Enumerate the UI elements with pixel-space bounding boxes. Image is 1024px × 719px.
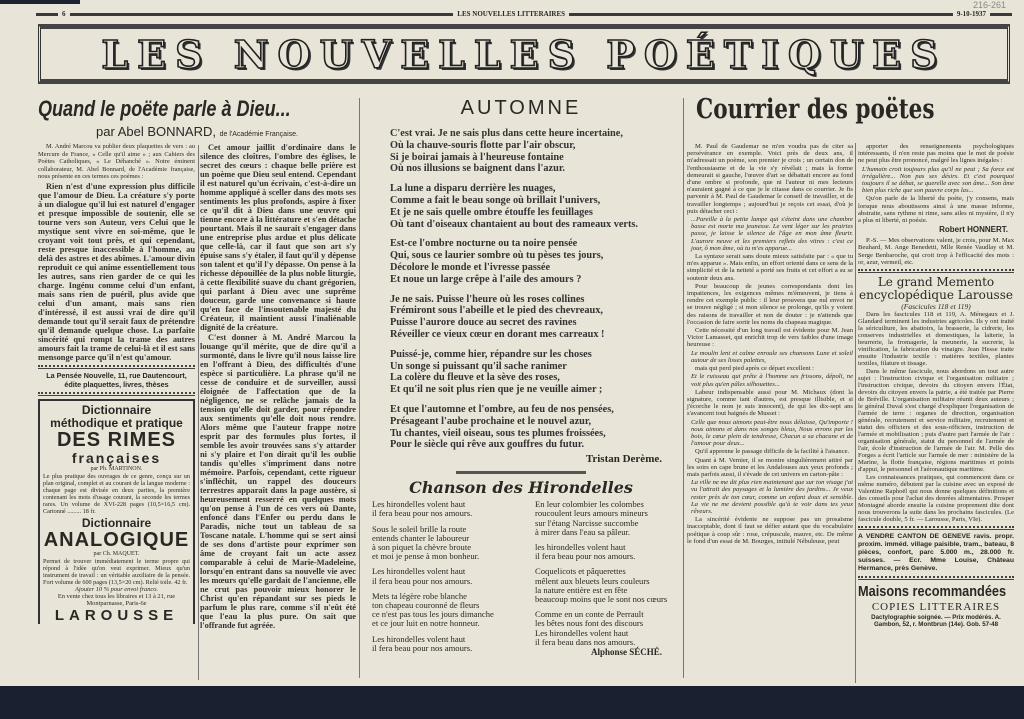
courrier-paragraph: La syntaxe serait sans doute mieux satisfaite par : « que tu m'es apparue ». Mais enfin, un effort orienté dans ce sens de la simplicité et de la netteté a porté ses fruits et cet effort a su se soutenir deux ans. — [687, 253, 853, 282]
column-rule — [683, 98, 684, 678]
chanson-left — [372, 500, 517, 658]
divider — [456, 471, 586, 474]
ad-text: Permet de trouver immédiatement le terme propre qui répond à l'idée qu'on veut exprimer. Mieux qu'un instrument de travail : un véritable auxiliaire de la pensée. Fort volume de 600 pages (13,5×20 cm). Relié toile. 42 fr. — [43, 558, 190, 587]
courrier-column-2 — [858, 143, 1014, 628]
courrier-signature: Robert HONNERT. — [939, 225, 1008, 235]
page-number: 6 — [62, 10, 66, 18]
article-column-1-body — [38, 143, 195, 624]
scan-background — [0, 686, 1024, 719]
ad-text: Le plus pratique des ouvrages de ce genre, conçu sur un plan original, complet et au courant de la langue moderne : chaque page est divisée en deux parties, la première contenant les mots d'usage courant, la seconde les termes rares. Un volume de XVI-228 pages (10,5×16,5 cm). Cartonné ......... 18 fr. — [43, 473, 190, 516]
courrier-paragraph: Qu'on parle de la liberté du poète, j'y consens, mais lorsque nous aboutissons ainsi à une masse informe, abstraite, sans rythme ni rime, sans ailes ni mystère, il n'y a plus ni liberté, ni poésie. — [858, 195, 1014, 225]
poem-stanza: Puissé-je, comme hier, répandre sur les choses Un songe si puissant qu'il sache ranimer La colère du fleuve et la sève des roses, Et qu'il ne soit plus rien que je ne veuille aimer ; — [390, 348, 603, 396]
larousse-advertisement — [38, 399, 195, 624]
divider — [858, 526, 1014, 530]
handwritten-note: 216-261 — [972, 0, 1006, 10]
courrier-paragraph: L'humain croit toujours plus qu'il ne peut ; Sa force est irrégulière... Non pas ses désirs. Et c'est pourquoi toujours il se débat, se querelle avec son âme... Son âme bien plus riche que son pauvre corps las... — [862, 165, 1014, 195]
memento-title: encyclopédique Larousse — [859, 288, 1013, 303]
chanson-stanza: Les hirondelles volent haut il fera beau pour nos amours. — [372, 499, 473, 519]
issue-date: 9-10-1937 — [956, 10, 986, 18]
divider — [858, 576, 1014, 580]
divider — [38, 392, 195, 396]
poem-column — [362, 96, 680, 658]
publisher-notice: La Pensée Nouvelle, 11, rue Dautencourt, édite plaquettes, livres, thèses — [46, 370, 187, 389]
courrier-title: Courrier des poëtes — [696, 94, 935, 125]
courrier-paragraph: Cette nécessité d'un long travail est évidente pour M. Jean Victor Lamasset, qui enrichit trop de vers faibles d'une image heureuse : — [687, 327, 853, 349]
article-column-1 — [38, 96, 291, 122]
poem-title: AUTOMNE — [460, 97, 582, 119]
courrier-paragraph: Le moulin lent et calme enroule ses chansons Lune et soleil autour de ses lisses palettes, — [691, 349, 853, 364]
divider — [38, 365, 195, 369]
masthead-line — [36, 9, 1012, 19]
maisons-title: Maisons recommandées — [858, 583, 1007, 601]
poem-stanza: La lune a disparu derrière les nuages, Comme a fait le beau songe où brillait l'univers, Et je ne sais quelle ombre étouffe les feuillages Où tant d'oiseaux chantaient au bout des rameaux verts. — [390, 183, 638, 230]
poem-stanza: C'est vrai. Je ne sais plus dans cette heure incertaine, Où la chauve-souris flotte par l'air obscur, Si je boirai jamais à l'heureuse fontaine Où nos illusions se baignent dans l'azur. — [390, 128, 623, 175]
chanson-author: Alphonse SÉCHÉ. — [590, 646, 662, 657]
memento-subtitle: (Fascicules 118 et 119) — [901, 302, 971, 312]
article-column-2 — [200, 143, 356, 631]
byline-wrap — [38, 122, 356, 143]
courrier-postscript: P.-S. — Mes observations valent, je crois, pour M. Max Beuhard, M. Ange Benedetti, Mlle Renée Vaudlay et M. Serge Benbaroche, qui croit trop à l'efficacité des mots : or, azur, vermeil, etc. — [858, 237, 1014, 266]
courrier-paragraph: Qu'il apprenne le passage difficile de la facilité à l'aisance. — [695, 448, 850, 456]
rule — [70, 13, 454, 16]
chanson-stanza: Comme en un conte de Perrault les bêtes nous font des discours Les hirondelles volent haut il fera beau dans nos amours. — [535, 609, 644, 647]
courrier-paragraph: La sincérité évidente ne suppose pas un prosaïsme inacceptable, dont il faut se défier autant que du vocabulaire poétique à coup sûr : rose, crépuscule, mauve, etc. De même le fond d'un essai de M. Bourges, intitulé Nébuleuse, peut — [687, 516, 853, 545]
courrier-paragraph: mais qui perd pied après ce départ excellent : — [695, 365, 815, 373]
chanson-stanza: Coquelicots et pâquerettes mêlent aux bleuets leurs couleurs la nature entière est en fête beaucoup moins que le sont nos cœurs — [535, 566, 668, 604]
chanson-stanza: Mets ta légère robe blanche ton chapeau couronné de fleurs ce n'est pas tous les jours dimanche et ce jour luit en notre honneur. — [372, 590, 494, 629]
chanson-body — [362, 500, 680, 658]
courrier-paragraph: ...Pareille à la petite lampe qui s'éteint dans une chambre basse est morte ma jeunesse. Le vent léger sur les prairies passe, je laisse le silence de l'âge en mon âme fleurir. L'aurore neuve et les premiers reflets des vitres : c'est ce jour, ô mon âme, où tu m'es apparue... — [691, 216, 853, 252]
maisons-details: Dactylographie soignée. — Prix modérés. A. Gambon, 52, r. Montbrun (14e). Gob. 57-48 — [871, 614, 1001, 629]
chanson-stanza: Les hirondelles volent haut il fera beau pour nos amours. — [372, 633, 473, 653]
article-paragraph: Cet amour jaillit d'ordinaire dans le silence des cloîtres, l'ombre des églises, le secret des cœurs : chaque belle prière est un poème que Dieu seul entend. Cependant il est naturel qu'un écrivain, c'est-à-dire un homme appliqué à sceller dans des mots ses sentiments les plus profonds, aspire à fixer ce qu'il dit à Dieu dans une œuvre qui tienne encore à la littérature et s'en détache pourtant. Mais il ne saurait s'engager dans une entreprise plus ardue et plus délicate que celle-là, car il faut que son art s'y épuise sans s'y étaler, il faut qu'il y dépense son talent et qu'il l'y dépasse. On pense à la richesse dépouillée de la plus noble liturgie, à cette flexibilité suave du chant grégorien, qui parlant à Dieu avec une suprême douceur, garde une convenance si haute qu'en face de l'insoutenable majesté du Créateur, il maintient aussi l'inaliénable dignité de la créature. — [200, 143, 356, 332]
scan-edge — [0, 0, 80, 4]
ad-heading: françaises — [71, 450, 162, 467]
article-paragraph: Rien n'est d'une expression plus difficile que l'amour de Dieu. La créature s'y porte à un dialogue qu'il lui est naturel d'engager et presque impossible de soutenir, elle se tourne vers son Auteur, vers Celui que le mystique sent vivre en soi-même, que le croyant voit tout près, et qui cependant, reste presque inaccessible à l'homme, au delà des astres et des abîmes. L'amour divin reproduit ce qui anime essentiellement tous les autres, sans rien garder de ce qui les charge. Ingénu comme celui d'un enfant, mais sans rien de puéril, plus avide que celui d'un amant, mais sans rien d'intéressé, il est aussi vrai de dire qu'il demande tout qu'il serait faux de prétendre qu'il demande quelque chose. La parfaite sincérité qui rompt la trame des autres amours fait la trame de celui-là et il est sans mensonge parce qu'il n'est qu'amour. — [38, 181, 195, 362]
rule — [36, 13, 58, 16]
paper-name: LES NOUVELLES LITTERAIRES — [457, 10, 566, 18]
chanson-right — [535, 500, 680, 658]
ad-author: par Ch. MAQUET. — [93, 551, 140, 558]
courrier-paragraph: Celle que nous aimons peut-être nous délaisse, Qu'importe ! nous aimons et dans nos songes bleus, Nous errons par les bois, le cœur plein de tendresse, Chacun a sa chacune et de l'amour pour deux... — [691, 418, 853, 448]
ad-heading: méthodique et pratique — [50, 416, 183, 431]
courrier-paragraph: Quant à M. Vernier, il se montre singulièrement attiré par les soirs en cape brune et les Andalouses aux yeux profonds ; mais parfois aussi, il s'évade de cet univers en carton-pâte : — [687, 456, 853, 478]
banner-title: LES NOUVELLES POÉTIQUES — [101, 31, 947, 77]
larousse-logo: LAROUSSE — [54, 607, 179, 625]
poem-author: Tristan Derème. — [585, 453, 662, 466]
ad-author: par Ph. MARTINON. — [90, 466, 143, 473]
section-banner — [38, 24, 1010, 84]
article-title: Quand le poëte parle à Dieu... — [38, 96, 291, 121]
author-affiliation: de l'Académie Française. — [219, 131, 298, 138]
poem-stanza: Est-ce l'ombre nocturne ou ta noire pensée Qui, sous ce laurier sombre où tu pèses tes jours, Décolore le monde et l'ivresse passée Et noue un large crêpe à l'aile des amours ? — [390, 238, 604, 285]
memento-title: Le grand Memento — [877, 275, 995, 290]
author: par Abel BONNARD, — [96, 124, 216, 139]
memento-paragraph: Dans le même fascicule, nous abordons un tout autre sujet : l'instruction civique et l'organisation militaire ; l'instruction civique, devoirs du citoyen envers l'État, devoirs du citoyen envers la patrie, a été traitée par Pierre de Bréville. L'organisation militaire réunit deux auteurs ; le général Duval s'est chargé d'expliquer l'organisation de l'armée de terre : organes de direction, organisation générale, recrutement et service militaire, recrutement et statut des officiers et des sous-officiers, instruction de l'armée et mobilisation ; puis d'autre part l'armée de l'air : organisation générale, statut du personnel de l'armée de l'air, école d'instruction de l'armée de l'air. M. Pelle des Forges a écrit l'article sur l'armée de mer : ministère de la Marine, la flotte française, régions maritimes et points d'appui, le personnel et l'aéronautique maritime. — [858, 368, 1014, 474]
chanson-stanza: Les hirondelles volent haut il fera beau pour nos amours. — [372, 566, 473, 586]
ad-heading: Dictionnaire — [81, 403, 152, 418]
article-lead: M. André Marcou va publier deux plaquettes de vers : au Mercure de France, « Celle qu'il aime » ; aux Cahiers des Poètes Catholiques, « Le Déhanché ». Notre éminent collaborateur, M. Abel Bonnard, de l'Académie française, nous présente en ces termes ces poèmes : — [38, 143, 195, 181]
chanson-stanza: les hirondelles volent haut il fera beau pour nos amours. — [535, 541, 636, 562]
chanson-title: Chanson des Hirondelles — [409, 478, 633, 498]
chanson-stanza: Sous le soleil brille la route entends chanter le laboureur à son piquet la chèvre broute et moi je pense à mon bonheur. — [372, 523, 480, 562]
classified-ad: A VENDRE CANTON DE GENEVE ravis. propr. proxim. imméd. village paisible, tram., bateau, 8 pièces, confort, parc 5.000 m., 28.000 fr. suisses. — Ecr. Mme Louise, Château Hermance, près Genève. — [858, 533, 1014, 573]
maisons-name: COPIES LITTERAIRES — [871, 601, 1001, 614]
divider — [858, 269, 1014, 273]
poem-stanza: Je ne sais. Puisse l'heure où les roses collines Frémiront sous l'abeille et le pied des chevreaux, Puisse l'aurore douce au secret des ravines Réveiller ce vieux cœur en dorant mes carreaux ! — [390, 293, 605, 340]
byline — [38, 124, 356, 139]
courrier-paragraph: apporter des renseignements psychologiques intéressants, il n'en reste pas moins que le mot de poésie ne peut plus être prononcé, malgré les lignes inégales : — [858, 143, 1014, 165]
courrier-paragraph: La ville ne me dit plus rien maintenant que sur ton visage j'ai vu l'attrait des paysages et la lumière des jardins... Je veux rester près de ton cœur, comme un enfant doux et sensible. La vie ne me devient possible qu'à te voir dans tes yeux rêveurs. — [691, 479, 853, 515]
poem-stanza: Et que l'automne et l'ombre, au feu de nos pensées, Présageant l'aube prochaine et le nouvel azur, Tu chantes, vieil oiseau, sous tes plumes froissées, Pour le siècle qui rêve aux gouffres du futur. — [390, 403, 614, 451]
rule — [569, 13, 953, 16]
column-rule — [359, 98, 360, 678]
courrier-paragraph: Labeur indispensable aussi pour M. Michaux (dont la signature, comme tant d'autres, est presque illisible, et si j'écorche le nom je suis innocent), de qui les dix-sept ans s'avancent tout baignés de Musset : — [687, 388, 853, 418]
ad-shipping: Ajouter 10 % pour envoi franco. — [74, 586, 159, 594]
ad-heading: ANALOGIQUE — [43, 529, 190, 552]
courrier-paragraph: Et le ruisseau qui prête à l'homme ses frissons, dépoli, ne voit plus qu'en pâles silhouettes... — [691, 373, 853, 388]
chanson-stanza: En leur colombier les colombes roucoulent leurs amours mineurs sur l'étang Narcisse succombe à mirer dans l'eau sa pâleur. — [535, 499, 648, 537]
column-rule — [198, 145, 199, 680]
article-paragraph: C'est donner à M. André Marcou la louange qu'il mérite, que de dire qu'il a surmonté, dans le livre qu'il nous laisse lire en l'offrant à Dieu, des difficultés d'une espèce si particulière. La phrase qu'il ne cesse de conduire et de surveiller, aussi éloignée de l'affectation que de la négligence, ne se relâche jamais de la tension qu'elle doit garder, pour répondre aux sentiments qu'elle doit nous rendre. Alors même que l'auteur frappe notre esprit par des formules plus fortes, il semble les avoir trouvées sans s'y attarder ni s'y plaire et l'on dirait qu'il les oublie tandis qu'elles s'impriment dans notre mémoire. Parfois, cependant, cette rigueur s'infléchit, un rappel des douceurs terrestres apparaît dans la page austère, si heureusement resserré en quelques mots qu'on pense à l'un de ces vers où Dante, enfoncé dans l'Enfer ou perdu dans le Paradis, niche tout un tableau de sa Toscane natale. L'homme qui se sert ainsi de ses dons d'artiste pour exprimer son âme de croyant fait un acte assez comparable à celui de Marie-Madeleine, lorsqu'en entrant dans sa nouvelle vie avec les mœurs qu'elle gardait de l'ancienne, elle ne crut pas pouvoir mieux honorer le Christ qu'en répandant sur ses pieds le parfum le plus rare, comme s'il n'eût été que l'eau la plus pure. On sait que l'offrande fut agréée. — [200, 333, 356, 630]
ad-sale-info: En vente chez tous les libraires et 13 à 21, rue Montparnasse, Paris-6e — [57, 593, 176, 608]
column-rule — [855, 143, 856, 683]
memento-paragraph: Dans les fascicules 118 et 119, A. Ménegaux et J. Glandard terminent les industries agricoles. Ils y ont traité la séricuilture, les abattoirs, la brasserie, la cidrerie, les conserves industrielles et domestiques, la laiterie, la beurrerie, la fromagerie, la meunerie, la sucrerie, la vinification, la fabrication du vinaigre. Jean Hesse traite ensuite l'industrie textile : matières textiles, plantes textiles, filature et tissage. — [858, 311, 1014, 368]
courrier-paragraph: M. Paul de Gaudemar ne m'en voudra pas de citer sa persévérance en exemple. Voici près de deux ans, il m'adressait un poème, son premier je crois ; un certain don de l'enthousiasme et de la vie s'y révélait ; mais la forme demeurait si gauche, l'œuvre d'art se débattait encore au fond d'une ombre si profonde, que ni l'auteur ni mes lecteurs n'auraient gagné à ce que je le citasse dans ce courrier. Je fis parvenir à M. Paul de Gaudemar le conseil de travailler, et de travailler longtemps ; aujourd'hui je reçois cet essai, d'où je puis détacher ceci : — [687, 143, 853, 215]
courrier-paragraph: Pour beaucoup de jeunes correspondants dont les impatiences, les exigences mêmes m'émeuvent, je tiens à rendre cet exemple public : il leur prouvera que nul envoi ne se trouve négligé ; si mon silence se prolonge, qu'ils y voient des raisons de travailler et non de douter : je n'attends que l'occasion de faire sortir les noms du chapeau magique. — [687, 282, 853, 326]
ad-heading: Dictionnaire — [81, 516, 152, 531]
memento-paragraph: Les connaissances pratiques, qui commencent dans ce même numéro, débutent par la cuisine avec un exposé de Valentine Raphoël qui nous donne quelques définitions et des conseils pour l'achat des denrées alimentaires. Prosper Montagné aborde ensuite la cuisine proprement dite dont nous trouverons la suite dans les prochains fascicules. (Le fascicule double, 5 fr. — Larousse, Paris, VIe). — [858, 474, 1014, 524]
rule — [990, 13, 1012, 16]
ad-heading: DES RIMES — [56, 429, 177, 452]
courrier-column-1 — [687, 143, 853, 546]
courrier-header — [696, 94, 1016, 125]
